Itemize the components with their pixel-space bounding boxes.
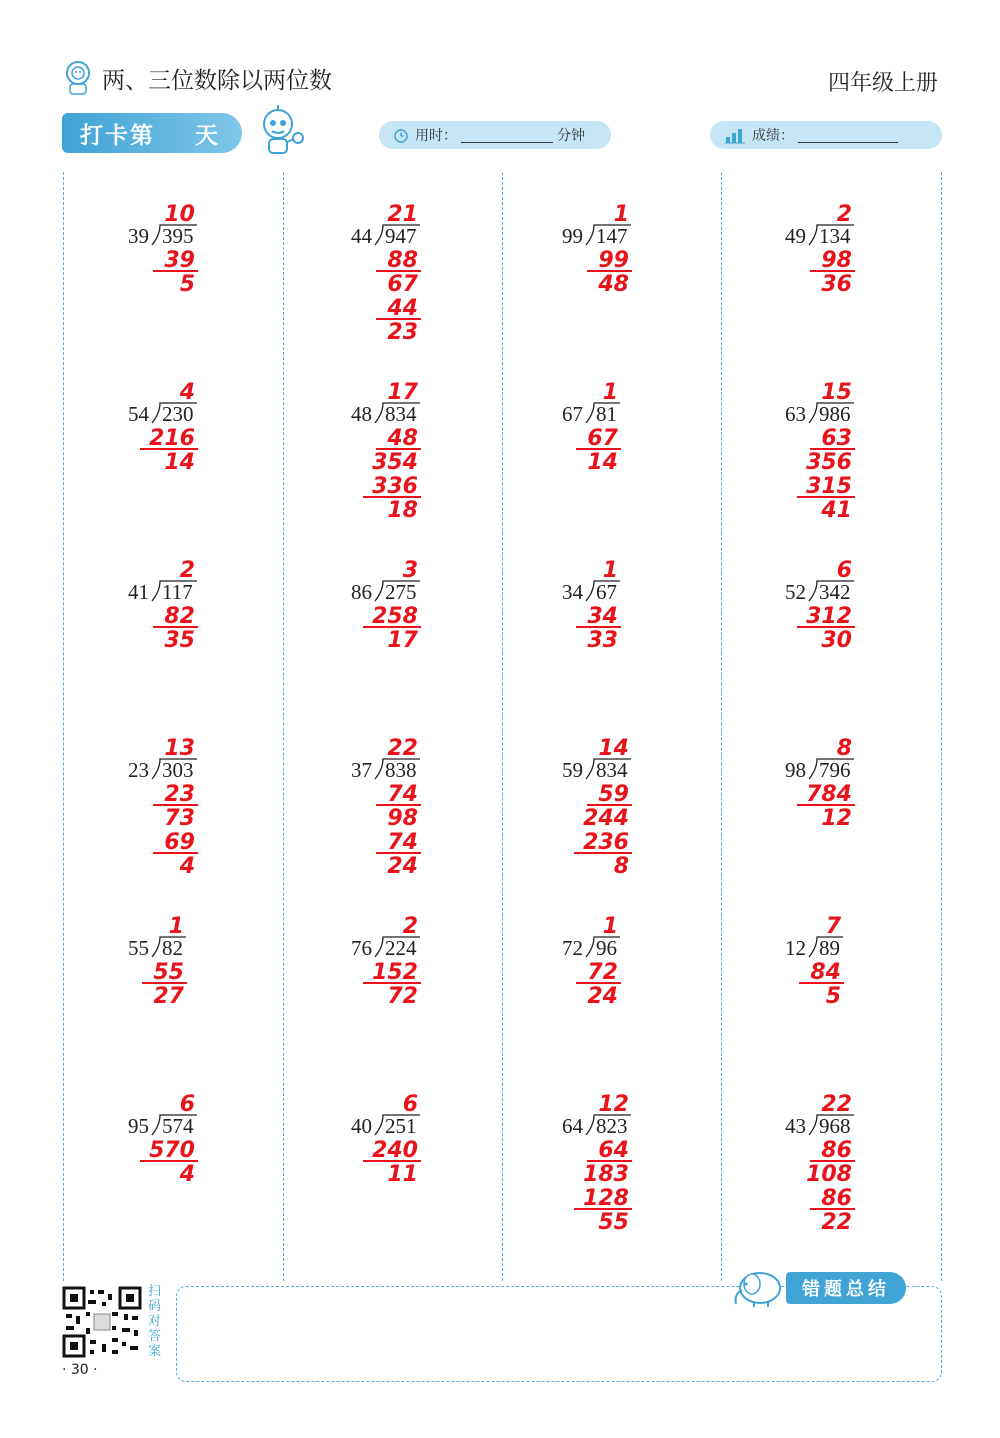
robot-mascot-icon xyxy=(252,104,308,158)
quotient: 6 xyxy=(402,1092,418,1117)
lion-logo-icon xyxy=(62,60,94,96)
working-step: 86 xyxy=(821,1138,852,1163)
time-unit: 分钟 xyxy=(557,128,585,144)
divisor: 48 xyxy=(351,402,372,426)
divisor: 40 xyxy=(351,1114,372,1138)
divisor: 39 xyxy=(128,224,149,248)
column-divider xyxy=(721,172,722,1281)
division-problem xyxy=(785,558,935,711)
time-label: 用时： xyxy=(415,128,457,144)
working-step: 24 xyxy=(587,984,618,1009)
dividend: 82 xyxy=(162,936,183,960)
working-step: 236 xyxy=(583,830,629,855)
dividend: 303 xyxy=(162,758,194,782)
working-step: 27 xyxy=(153,984,184,1009)
dividend: 147 xyxy=(596,224,628,248)
quotient: 3 xyxy=(402,558,418,583)
quotient: 6 xyxy=(179,1092,195,1117)
working-step: 48 xyxy=(598,272,629,297)
divisor: 64 xyxy=(562,1114,583,1138)
working-step: 74 xyxy=(387,782,418,807)
divisor: 67 xyxy=(562,402,583,426)
working-step: 35 xyxy=(164,628,195,653)
working-step: 152 xyxy=(372,960,418,985)
divisor: 95 xyxy=(128,1114,149,1138)
working-step: 24 xyxy=(387,854,418,879)
bar-chart-icon xyxy=(724,126,746,144)
working-step: 784 xyxy=(806,782,852,807)
divisor: 44 xyxy=(351,224,372,248)
quotient: 15 xyxy=(821,380,852,405)
working-step: 72 xyxy=(587,960,618,985)
quotient: 1 xyxy=(613,202,629,227)
quotient: 6 xyxy=(836,558,852,583)
working-step: 244 xyxy=(583,806,629,831)
column-divider xyxy=(502,172,503,1281)
working-step: 336 xyxy=(372,474,418,499)
division-problem xyxy=(128,380,278,533)
divisor: 37 xyxy=(351,758,372,782)
division-problem xyxy=(351,914,501,1067)
checkin-day-tab xyxy=(62,113,242,153)
working-step: 183 xyxy=(583,1162,629,1187)
division-problem xyxy=(128,558,278,711)
division-problem xyxy=(562,558,712,711)
working-step: 74 xyxy=(387,830,418,855)
working-step: 240 xyxy=(372,1138,418,1163)
quotient: 7 xyxy=(825,914,841,939)
column-divider xyxy=(63,172,64,1281)
working-step: 44 xyxy=(387,296,418,321)
working-step: 69 xyxy=(164,830,195,855)
working-step: 55 xyxy=(153,960,184,985)
day-prefix: 打卡第 xyxy=(80,122,155,149)
division-problem xyxy=(785,380,935,533)
divisor: 54 xyxy=(128,402,149,426)
dividend: 834 xyxy=(385,402,417,426)
working-step: 12 xyxy=(821,806,852,831)
dividend: 986 xyxy=(819,402,851,426)
working-step: 315 xyxy=(806,474,852,499)
dividend: 134 xyxy=(819,224,851,248)
working-step: 36 xyxy=(821,272,852,297)
working-step: 34 xyxy=(587,604,618,629)
quotient: 1 xyxy=(602,558,618,583)
grade-label: 四年级上册 xyxy=(827,71,938,96)
dividend: 251 xyxy=(385,1114,417,1138)
quotient: 14 xyxy=(598,736,629,761)
quotient: 2 xyxy=(179,558,195,583)
working-step: 14 xyxy=(587,450,618,475)
division-problem xyxy=(562,736,712,889)
division-problem xyxy=(351,736,501,889)
division-problem xyxy=(351,202,501,355)
dividend: 574 xyxy=(162,1114,194,1138)
working-step: 354 xyxy=(372,450,418,475)
working-step: 41 xyxy=(821,498,852,523)
working-step: 570 xyxy=(149,1138,195,1163)
working-step: 17 xyxy=(387,628,418,653)
divisor: 99 xyxy=(562,224,583,248)
divisor: 52 xyxy=(785,580,806,604)
working-step: 98 xyxy=(821,248,852,273)
dividend: 947 xyxy=(385,224,417,248)
division-problem xyxy=(562,914,712,1067)
qr-caption: 扫码对答案 xyxy=(148,1284,162,1359)
dividend: 67 xyxy=(596,580,617,604)
day-suffix: 天 xyxy=(195,122,220,149)
working-step: 5 xyxy=(825,984,841,1009)
working-step: 11 xyxy=(387,1162,418,1187)
working-step: 18 xyxy=(387,498,418,523)
header xyxy=(62,60,332,96)
working-step: 258 xyxy=(372,604,418,629)
divisor: 63 xyxy=(785,402,806,426)
divisor: 72 xyxy=(562,936,583,960)
division-problem xyxy=(785,914,935,1067)
quotient: 17 xyxy=(387,380,418,405)
qr-code-icon[interactable] xyxy=(62,1286,142,1358)
elephant-mascot-icon xyxy=(730,1264,788,1308)
divisor: 59 xyxy=(562,758,583,782)
divisor: 43 xyxy=(785,1114,806,1138)
division-problem xyxy=(351,380,501,533)
working-step: 33 xyxy=(587,628,618,653)
division-problem xyxy=(351,558,501,711)
working-step: 22 xyxy=(821,1210,852,1235)
divisor: 12 xyxy=(785,936,806,960)
working-step: 55 xyxy=(598,1210,629,1235)
dividend: 968 xyxy=(819,1114,851,1138)
time-input-line[interactable] xyxy=(461,128,553,143)
working-step: 216 xyxy=(149,426,195,451)
working-step: 23 xyxy=(387,320,418,345)
quotient: 1 xyxy=(168,914,184,939)
quotient: 21 xyxy=(387,202,418,227)
quotient: 2 xyxy=(402,914,418,939)
divisor: 86 xyxy=(351,580,372,604)
working-step: 4 xyxy=(179,1162,195,1187)
working-step: 84 xyxy=(810,960,841,985)
quotient: 2 xyxy=(836,202,852,227)
working-step: 88 xyxy=(387,248,418,273)
working-step: 108 xyxy=(806,1162,852,1187)
working-step: 5 xyxy=(179,272,195,297)
divisor: 76 xyxy=(351,936,372,960)
quotient: 1 xyxy=(602,380,618,405)
division-problem xyxy=(562,380,712,533)
working-step: 128 xyxy=(583,1186,629,1211)
division-problem xyxy=(785,1092,935,1245)
dividend: 224 xyxy=(385,936,417,960)
divisor: 34 xyxy=(562,580,583,604)
division-problem xyxy=(128,1092,278,1245)
working-step: 67 xyxy=(587,426,618,451)
working-step: 39 xyxy=(164,248,195,273)
quotient: 4 xyxy=(179,380,195,405)
division-problem xyxy=(128,202,278,355)
division-problem xyxy=(128,914,278,1067)
quotient: 1 xyxy=(602,914,618,939)
quotient: 8 xyxy=(836,736,852,761)
quotient: 12 xyxy=(598,1092,629,1117)
page-number: · 30 · xyxy=(62,1362,98,1378)
working-step: 23 xyxy=(164,782,195,807)
working-step: 14 xyxy=(164,450,195,475)
dividend: 230 xyxy=(162,402,194,426)
dividend: 395 xyxy=(162,224,194,248)
quotient: 22 xyxy=(821,1092,852,1117)
column-divider xyxy=(941,172,942,1281)
score-label: 成绩： xyxy=(752,128,794,144)
quotient: 10 xyxy=(164,202,195,227)
quotient: 22 xyxy=(387,736,418,761)
working-step: 86 xyxy=(821,1186,852,1211)
working-step: 63 xyxy=(821,426,852,451)
time-field[interactable] xyxy=(379,121,611,149)
divisor: 41 xyxy=(128,580,149,604)
working-step: 82 xyxy=(164,604,195,629)
working-step: 64 xyxy=(598,1138,629,1163)
column-divider xyxy=(283,172,284,1281)
working-step: 73 xyxy=(164,806,195,831)
dividend: 275 xyxy=(385,580,417,604)
dividend: 823 xyxy=(596,1114,628,1138)
clock-icon xyxy=(393,127,409,143)
dividend: 838 xyxy=(385,758,417,782)
division-problem xyxy=(785,736,935,889)
divisor: 49 xyxy=(785,224,806,248)
working-step: 4 xyxy=(179,854,195,879)
dividend: 117 xyxy=(162,580,193,604)
working-step: 8 xyxy=(613,854,629,879)
working-step: 99 xyxy=(598,248,629,273)
page-title: 两、三位数除以两位数 xyxy=(102,67,332,94)
working-step: 98 xyxy=(387,806,418,831)
dividend: 89 xyxy=(819,936,840,960)
working-step: 312 xyxy=(806,604,852,629)
working-step: 59 xyxy=(598,782,629,807)
division-problem xyxy=(351,1092,501,1245)
division-problem xyxy=(562,202,712,355)
division-problem xyxy=(128,736,278,889)
working-step: 30 xyxy=(821,628,852,653)
working-step: 67 xyxy=(387,272,418,297)
divisor: 55 xyxy=(128,936,149,960)
score-field[interactable] xyxy=(710,121,942,149)
dividend: 81 xyxy=(596,402,617,426)
dividend: 96 xyxy=(596,936,617,960)
quotient: 13 xyxy=(164,736,195,761)
dividend: 342 xyxy=(819,580,851,604)
mistake-summary-title: 错题总结 xyxy=(786,1272,906,1304)
score-input-line[interactable] xyxy=(798,128,898,143)
working-step: 72 xyxy=(387,984,418,1009)
division-problem xyxy=(785,202,935,355)
working-step: 356 xyxy=(806,450,852,475)
working-step: 48 xyxy=(387,426,418,451)
divisor: 23 xyxy=(128,758,149,782)
divisor: 98 xyxy=(785,758,806,782)
dividend: 796 xyxy=(819,758,851,782)
division-problem xyxy=(562,1092,712,1245)
dividend: 834 xyxy=(596,758,628,782)
